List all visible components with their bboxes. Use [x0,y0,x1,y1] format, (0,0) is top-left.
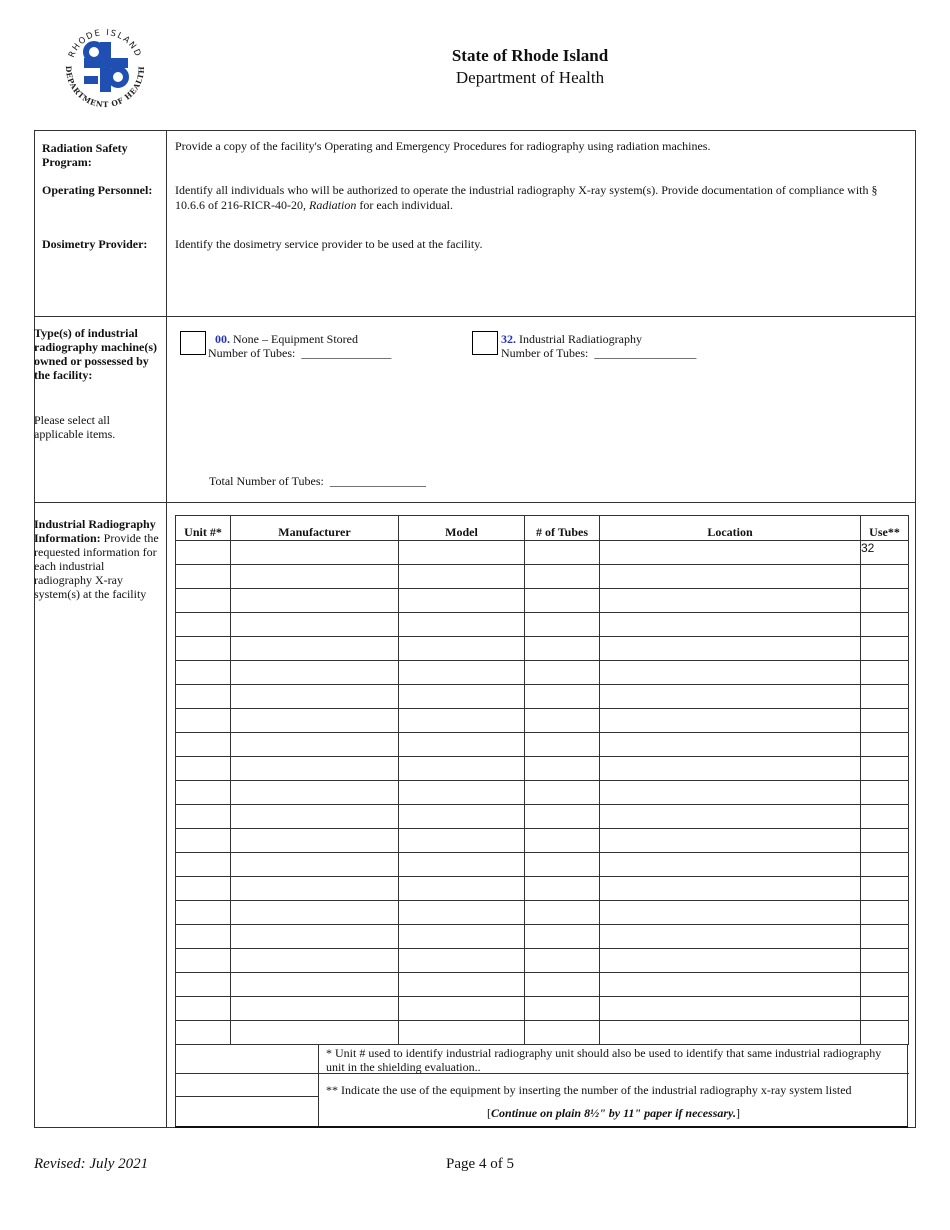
table-cell[interactable] [399,805,525,829]
table-cell[interactable] [231,805,399,829]
table-cell[interactable] [231,589,399,613]
table-cell[interactable] [525,877,600,901]
table-cell[interactable] [861,997,909,1021]
table-cell[interactable] [861,589,909,613]
table-cell[interactable] [231,853,399,877]
table-cell[interactable] [861,901,909,925]
table-cell[interactable] [231,781,399,805]
table-cell[interactable] [399,1021,525,1045]
table-cell[interactable] [861,709,909,733]
col-model: Model [399,516,525,541]
table-cell[interactable] [176,925,231,949]
table-cell[interactable] [600,661,861,685]
table-cell[interactable] [861,877,909,901]
section-divider [34,316,916,317]
table-cell[interactable] [399,997,525,1021]
table-cell[interactable] [525,853,600,877]
total-tubes-field[interactable]: ________________ [329,474,426,488]
table-cell[interactable] [399,637,525,661]
table-cell[interactable] [861,565,909,589]
table-cell[interactable] [176,685,231,709]
table-cell[interactable] [600,685,861,709]
table-cell[interactable] [600,949,861,973]
table-cell[interactable] [861,661,909,685]
table-cell[interactable] [231,685,399,709]
table-cell[interactable] [231,973,399,997]
table-cell[interactable] [399,901,525,925]
table-cell[interactable] [399,613,525,637]
table-cell[interactable] [600,973,861,997]
table-cell[interactable] [176,541,231,565]
table-cell[interactable] [399,685,525,709]
table-row [176,541,909,565]
dosimetry-provider-label: Dosimetry Provider: [42,237,148,251]
table-cell[interactable] [525,589,600,613]
table-row [176,613,909,637]
table-cell[interactable] [600,853,861,877]
table-cell[interactable] [600,541,861,565]
table-cell[interactable] [600,589,861,613]
table-cell[interactable] [399,565,525,589]
table-cell[interactable] [600,925,861,949]
table-cell[interactable] [399,661,525,685]
table-cell[interactable] [525,637,600,661]
table-cell[interactable] [525,613,600,637]
table-cell[interactable] [861,757,909,781]
operating-personnel-text: Identify all individuals who will be authorized to operate the industrial radiography X-ray system(s). Provide documentation of compliance with § 10.6.6 of 216-RICR-40-20, Radiation for each individual. [175,183,878,212]
table-cell[interactable] [861,685,909,709]
table-cell[interactable] [525,661,600,685]
table-cell[interactable] [231,829,399,853]
table-cell[interactable] [861,949,909,973]
table-cell[interactable] [176,565,231,589]
table-cell[interactable] [231,637,399,661]
table-cell[interactable] [861,853,909,877]
table-cell[interactable] [525,997,600,1021]
table-cell[interactable] [176,901,231,925]
table-row [176,1021,909,1045]
col-use: Use** [861,516,909,541]
table-cell[interactable] [231,613,399,637]
footnote-unit: * Unit # used to identify industrial radiography unit should also be used to identify that same industrial radiography unit in the shielding evaluation.. [326,1046,882,1074]
table-cell[interactable] [399,589,525,613]
table-cell[interactable] [861,637,909,661]
table-cell[interactable] [231,925,399,949]
table-cell[interactable] [231,997,399,1021]
operating-personnel-label: Operating Personnel: [42,183,153,197]
column-divider [166,130,167,1128]
table-cell[interactable] [600,613,861,637]
table-cell[interactable] [861,1021,909,1045]
table-cell[interactable] [176,805,231,829]
continue-note: [Continue on plain 8½" by 11" paper if necessary.] [487,1106,740,1120]
table-cell[interactable] [176,709,231,733]
table-cell[interactable] [399,829,525,853]
table-cell[interactable] [176,661,231,685]
seal-top-text: RHODE ISLAND [66,27,144,60]
table-row [176,781,909,805]
table-cell[interactable] [176,781,231,805]
table-cell[interactable] [399,757,525,781]
col-location: Location [600,516,861,541]
page-title: State of Rhode Island [451,46,609,65]
table-cell[interactable] [600,1021,861,1045]
revised-date: Revised: July 2021 [34,1156,149,1172]
table-cell[interactable] [525,757,600,781]
table-row [176,565,909,589]
table-row [176,637,909,661]
radiography-info-label: Industrial Radiography Information: Provide the requested information for each industrial radiography X-ray system(s) at the facility [34,517,159,601]
option-00-label: 00. None – Equipment Stored [215,332,358,346]
table-cell[interactable] [600,997,861,1021]
table-cell[interactable] [600,757,861,781]
table-cell[interactable] [861,925,909,949]
table-cell[interactable] [525,949,600,973]
table-cell[interactable] [861,613,909,637]
option-32-tubes: Number of Tubes: _________________ [501,346,697,360]
table-cell[interactable] [176,853,231,877]
table-row [176,733,909,757]
table-cell[interactable] [176,829,231,853]
table-header-row [176,516,909,541]
table-cell[interactable] [176,949,231,973]
table-cell[interactable] [525,685,600,709]
table-cell[interactable] [399,949,525,973]
table-cell[interactable] [231,757,399,781]
table-cell[interactable] [525,973,600,997]
table-row [176,709,909,733]
table-row [176,925,909,949]
table-cell[interactable] [600,733,861,757]
table-cell[interactable] [525,565,600,589]
machine-types-note: Please select all applicable items. [34,413,116,441]
option-32-tubes-field[interactable]: _________________ [594,346,697,360]
table-cell[interactable] [525,901,600,925]
table-cell[interactable] [399,973,525,997]
table-row [176,853,909,877]
table-row [176,901,909,925]
table-cell[interactable] [525,781,600,805]
table-cell[interactable] [399,853,525,877]
table-cell[interactable] [231,661,399,685]
option-32-label: 32. Industrial Radiatiography [501,332,642,346]
table-cell[interactable] [525,733,600,757]
table-cell[interactable] [176,613,231,637]
table-cell[interactable] [231,901,399,925]
table-footnotes [175,1044,908,1128]
radiation-safety-label: Radiation Safety Program: [42,141,128,169]
table-cell[interactable] [600,709,861,733]
table-cell[interactable] [399,709,525,733]
table-cell[interactable] [399,733,525,757]
table-cell[interactable] [176,1021,231,1045]
radiation-safety-text: Provide a copy of the facility's Operating and Emergency Procedures for radiography using radiation machines. [175,139,711,153]
seal-emblem-icon [84,42,128,92]
table-cell[interactable] [231,877,399,901]
table-cell[interactable] [176,733,231,757]
table-cell[interactable] [231,1021,399,1045]
seal-bottom-text: DEPARTMENT OF HEALTH [63,65,147,110]
table-cell[interactable] [861,805,909,829]
total-tubes: Total Number of Tubes: ________________ [209,474,426,488]
table-cell[interactable] [861,733,909,757]
table-cell[interactable] [399,925,525,949]
table-cell[interactable] [525,541,600,565]
table-cell[interactable] [231,733,399,757]
col-manufacturer: Manufacturer [231,516,399,541]
page-subtitle: Department of Health [455,68,605,87]
table-cell[interactable] [600,565,861,589]
col-unit: Unit #* [176,516,231,541]
table-cell[interactable] [176,757,231,781]
table-cell[interactable] [399,781,525,805]
table-row [176,757,909,781]
option-00-tubes: Number of Tubes: _______________ [208,346,392,360]
table-row [176,685,909,709]
table-cell[interactable] [861,973,909,997]
table-cell[interactable] [600,877,861,901]
section-divider [34,502,916,503]
radiography-units-table [175,515,909,1045]
table-cell[interactable] [525,805,600,829]
table-cell[interactable] [176,997,231,1021]
table-cell[interactable] [600,901,861,925]
table-row [176,805,909,829]
table-row [176,661,909,685]
table-cell[interactable] [399,877,525,901]
machine-types-label: Type(s) of industrial radiography machine(s) owned or possessed by the facility: [34,326,157,382]
page-number: Page 4 of 5 [446,1156,514,1172]
table-cell[interactable] [525,925,600,949]
table-cell[interactable] [600,805,861,829]
table-row [176,589,909,613]
table-row [176,877,909,901]
table-cell[interactable] [600,637,861,661]
option-32-checkbox[interactable] [472,331,498,355]
table-row [176,829,909,853]
table-cell[interactable] [176,589,231,613]
table-cell[interactable] [231,949,399,973]
use-value-cell[interactable]: 32 [861,541,909,565]
table-cell[interactable] [176,877,231,901]
table-cell[interactable] [525,829,600,853]
table-cell[interactable] [861,829,909,853]
table-row [176,997,909,1021]
table-cell[interactable] [600,829,861,853]
ri-health-seal [58,22,152,112]
table-row [176,973,909,997]
table-cell[interactable] [231,709,399,733]
col-tubes: # of Tubes [525,516,600,541]
table-row [176,949,909,973]
table-cell[interactable] [176,973,231,997]
table-cell[interactable] [600,781,861,805]
footnote-use: ** Indicate the use of the equipment by inserting the number of the industrial radiography x-ray system listed [326,1083,852,1097]
table-cell[interactable] [525,709,600,733]
dosimetry-provider-text: Identify the dosimetry service provider to be used at the facility. [175,237,483,251]
option-00-checkbox[interactable] [180,331,206,355]
table-cell[interactable] [861,781,909,805]
option-00-tubes-field[interactable]: _______________ [301,346,392,360]
table-cell[interactable] [176,637,231,661]
table-cell[interactable] [231,565,399,589]
table-cell[interactable] [399,541,525,565]
table-cell[interactable] [525,1021,600,1045]
table-cell[interactable] [231,541,399,565]
